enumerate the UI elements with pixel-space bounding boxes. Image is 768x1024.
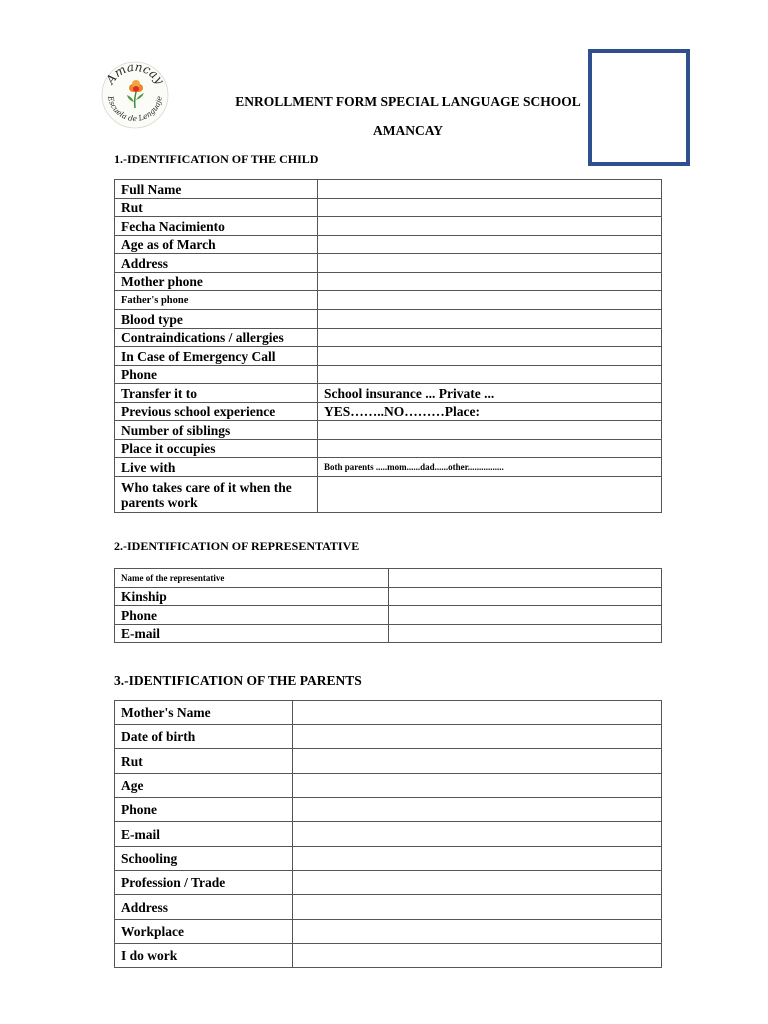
field-value[interactable] — [389, 569, 662, 588]
field-value[interactable] — [293, 920, 662, 944]
field-value[interactable] — [293, 871, 662, 895]
field-label: Full Name — [115, 180, 318, 199]
field-value[interactable] — [318, 180, 662, 199]
field-value[interactable] — [293, 895, 662, 920]
section-heading-representative: 2.-IDENTIFICATION OF REPRESENTATIVE — [114, 539, 360, 553]
field-label: Rut — [115, 749, 293, 774]
field-label: Kinship — [115, 588, 389, 606]
table-row — [115, 871, 662, 895]
field-value[interactable] — [293, 944, 662, 968]
table-row — [115, 217, 662, 236]
table-row — [115, 440, 662, 458]
table-row — [115, 774, 662, 798]
field-value[interactable]: Both parents .....mom......dad......other................ — [318, 458, 662, 477]
field-value[interactable] — [318, 199, 662, 217]
table-row — [115, 384, 662, 403]
table-row — [115, 895, 662, 920]
field-label: Age — [115, 774, 293, 798]
table-row — [115, 366, 662, 384]
field-label: Contraindications / allergies — [115, 329, 318, 347]
representative-table — [114, 568, 662, 643]
field-label: Rut — [115, 199, 318, 217]
table-row — [115, 458, 662, 477]
field-label: Father's phone — [115, 291, 318, 310]
table-row — [115, 254, 662, 273]
field-label: I do work — [115, 944, 293, 968]
field-label: Phone — [115, 798, 293, 822]
table-row — [115, 199, 662, 217]
school-name: AMANCAY — [373, 123, 443, 138]
field-label: Address — [115, 895, 293, 920]
section-heading-parents: 3.-IDENTIFICATION OF THE PARENTS — [114, 673, 362, 688]
field-label: Place it occupies — [115, 440, 318, 458]
field-value[interactable] — [318, 477, 662, 513]
table-row — [115, 588, 662, 606]
field-value[interactable]: YES……..NO………Place: — [318, 403, 662, 421]
field-value[interactable]: School insurance ... Private ... — [318, 384, 662, 403]
field-value[interactable] — [293, 847, 662, 871]
table-row — [115, 822, 662, 847]
field-value[interactable] — [318, 217, 662, 236]
table-row — [115, 347, 662, 366]
field-label: Number of siblings — [115, 421, 318, 440]
table-row — [115, 625, 662, 643]
parents-table — [114, 700, 662, 968]
field-value[interactable] — [318, 366, 662, 384]
field-label: Live with — [115, 458, 318, 477]
table-row — [115, 701, 662, 725]
field-label: Blood type — [115, 310, 318, 329]
field-label: Fecha Nacimiento — [115, 217, 318, 236]
field-value[interactable] — [318, 440, 662, 458]
table-row — [115, 749, 662, 774]
table-row — [115, 606, 662, 625]
field-value[interactable] — [293, 749, 662, 774]
field-value[interactable] — [293, 725, 662, 749]
table-row — [115, 180, 662, 199]
field-value[interactable] — [318, 329, 662, 347]
field-value[interactable] — [318, 291, 662, 310]
field-value[interactable] — [389, 625, 662, 643]
table-row — [115, 847, 662, 871]
field-label: Transfer it to — [115, 384, 318, 403]
field-label: Mother phone — [115, 273, 318, 291]
table-row — [115, 310, 662, 329]
table-row — [115, 329, 662, 347]
field-label: Phone — [115, 606, 389, 625]
table-row — [115, 569, 662, 588]
section-heading-child: 1.-IDENTIFICATION OF THE CHILD — [114, 152, 319, 166]
field-label: Profession / Trade — [115, 871, 293, 895]
table-row — [115, 725, 662, 749]
field-label: Schooling — [115, 847, 293, 871]
table-row — [115, 403, 662, 421]
table-row — [115, 273, 662, 291]
field-label: E-mail — [115, 625, 389, 643]
table-row — [115, 944, 662, 968]
field-value[interactable] — [318, 273, 662, 291]
field-value[interactable] — [293, 774, 662, 798]
field-label: In Case of Emergency Call — [115, 347, 318, 366]
field-label: Who takes care of it when the parents work — [115, 477, 318, 513]
field-value[interactable] — [318, 236, 662, 254]
table-row — [115, 920, 662, 944]
field-label: Name of the representative — [115, 569, 389, 588]
svg-text:Escuela de Lenguaje: Escuela de Lenguaje — [106, 95, 164, 124]
field-label: Age as of March — [115, 236, 318, 254]
field-label: Mother's Name — [115, 701, 293, 725]
field-value[interactable] — [318, 254, 662, 273]
table-row — [115, 236, 662, 254]
field-label: Workplace — [115, 920, 293, 944]
svg-text:Amancay: Amancay — [103, 60, 167, 87]
field-label: E-mail — [115, 822, 293, 847]
field-value[interactable] — [389, 606, 662, 625]
child-identification-table — [114, 179, 662, 513]
field-value[interactable] — [293, 822, 662, 847]
field-value[interactable] — [293, 701, 662, 725]
field-label: Address — [115, 254, 318, 273]
field-value[interactable] — [318, 421, 662, 440]
field-label: Previous school experience — [115, 403, 318, 421]
table-row — [115, 291, 662, 310]
form-title: ENROLLMENT FORM SPECIAL LANGUAGE SCHOOL — [235, 94, 581, 109]
field-value[interactable] — [318, 347, 662, 366]
field-label: Date of birth — [115, 725, 293, 749]
field-value[interactable] — [293, 798, 662, 822]
field-value[interactable] — [389, 588, 662, 606]
table-row — [115, 477, 662, 513]
table-row — [115, 798, 662, 822]
field-value[interactable] — [318, 310, 662, 329]
field-label: Phone — [115, 366, 318, 384]
table-row — [115, 421, 662, 440]
